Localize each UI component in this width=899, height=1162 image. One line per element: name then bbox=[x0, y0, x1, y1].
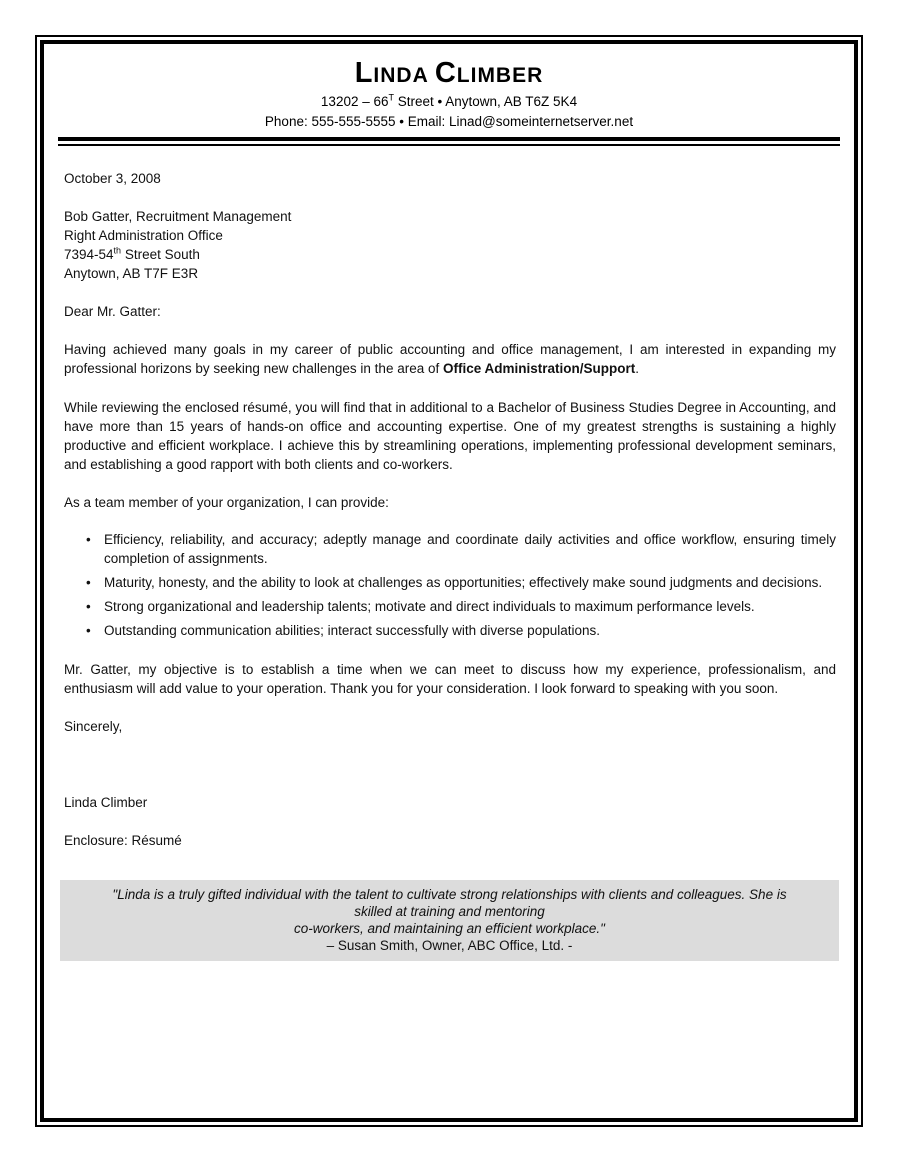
paragraph-intro bbox=[64, 340, 836, 378]
list-intro: As a team member of your organization, I can provide: bbox=[64, 495, 389, 511]
header-divider-rule bbox=[58, 137, 840, 146]
list-item: • Strong organizational and leadership talents; motivate and direct individuals to maximum performance levels. bbox=[64, 597, 836, 616]
address-street-suffix: T bbox=[388, 92, 394, 103]
recipient-street-suffix: th bbox=[113, 245, 122, 256]
address-city: Street • Anytown, AB T6Z 5K4 bbox=[394, 94, 578, 110]
testimonial-block bbox=[60, 880, 839, 961]
qualifications-list bbox=[64, 530, 836, 640]
testimonial-quote-line: "Linda is a truly gifted individual with the talent to cultivate strong relationships with clients and colleagues. She is bbox=[112, 887, 787, 903]
testimonial-quote-line: co-workers, and maintaining an efficient workplace." bbox=[294, 921, 605, 937]
list-item: • Maturity, honesty, and the ability to look at challenges as opportunities; effectively make sound judgments and decisions. bbox=[64, 573, 836, 592]
recipient-office: Right Administration Office bbox=[64, 228, 223, 244]
recipient-street bbox=[64, 245, 836, 264]
testimonial-quote-line: skilled at training and mentoring bbox=[354, 904, 545, 920]
letterhead-address bbox=[44, 93, 854, 110]
letter-body bbox=[44, 169, 854, 850]
salutation: Dear Mr. Gatter: bbox=[64, 304, 161, 320]
paragraph-experience: While reviewing the enclosed résumé, you will find that in additional to a Bachelor of Business Studies Degree in Accounting, and have more than 15 years of hands-on office and accounting expertise. One of my greatest strengths is sustaining a highly productive and efficient workplace. I achieve this by streamlining operations, implementing professional development seminars, and establishing a good rapport with both clients and co-workers. bbox=[64, 400, 836, 473]
recipient-street-name: Street South bbox=[121, 247, 200, 263]
recipient-name: Bob Gatter, Recruitment Management bbox=[64, 209, 292, 225]
paragraph-intro-text: Having achieved many goals in my career of public accounting and office management, I am interested in expanding my professional horizons by seeking new challenges in the area of bbox=[64, 342, 836, 377]
list-item: • Outstanding communication abilities; interact successfully with diverse populations. bbox=[64, 621, 836, 640]
enclosure-note: Enclosure: Résumé bbox=[64, 833, 182, 849]
letterhead-name: LINDA CLIMBER bbox=[354, 57, 544, 89]
testimonial-attribution: – Susan Smith, Owner, ABC Office, Ltd. - bbox=[326, 938, 573, 954]
letter-date: October 3, 2008 bbox=[64, 171, 161, 187]
page-border-inner bbox=[40, 40, 858, 1122]
recipient-city: Anytown, AB T7F E3R bbox=[64, 266, 199, 282]
paragraph-closing: Mr. Gatter, my objective is to establish a time when we can meet to discuss how my experience, professionalism, and enthusiasm will add value to your operation. Thank you for your consideration. I look forward to speaking with you soon. bbox=[64, 662, 836, 697]
recipient-street-number: 7394-54 bbox=[64, 247, 114, 263]
page-border-outer bbox=[35, 35, 863, 1127]
address-street-number: 13202 – 66 bbox=[320, 94, 389, 110]
letterhead-contact: Phone: 555-555-5555 • Email: Linad@someinternetserver.net bbox=[264, 114, 634, 130]
signature-name: Linda Climber bbox=[64, 795, 148, 811]
paragraph-intro-bold: Office Administration/Support bbox=[442, 361, 636, 377]
valediction: Sincerely, bbox=[64, 719, 123, 735]
letterhead bbox=[44, 44, 854, 130]
list-item: • Efficiency, reliability, and accuracy; adeptly manage and coordinate daily activities and office workflow, ensuring timely completion of assignments. bbox=[64, 530, 836, 568]
paragraph-intro-period: . bbox=[635, 361, 639, 377]
recipient-address-block bbox=[64, 207, 836, 283]
